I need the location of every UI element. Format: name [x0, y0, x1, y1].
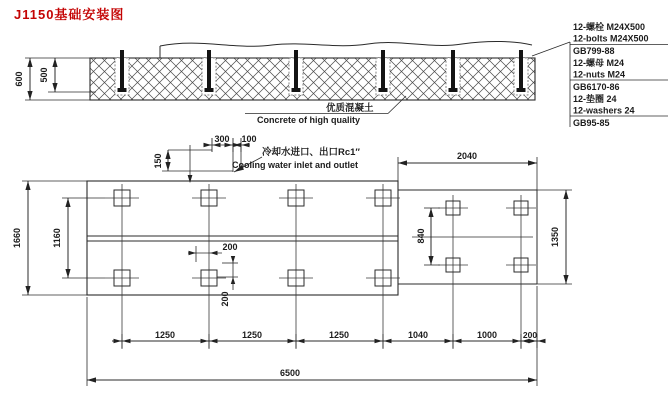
anchor-bolt — [446, 50, 460, 95]
dim-label-200-h: 200 — [222, 242, 238, 252]
anchor-bolt — [202, 50, 216, 95]
dim-label-1660: 1660 — [12, 227, 22, 249]
anchor-bolt — [514, 50, 528, 95]
parts-list-line: 12-nuts M24 — [573, 69, 626, 80]
anchor-bolt — [376, 50, 390, 95]
parts-list-line: GB799-88 — [573, 46, 615, 56]
machine-base-break-line — [160, 41, 532, 46]
chain-dim-label: 1250 — [154, 330, 176, 340]
chain-dim-label: 1000 — [476, 330, 498, 340]
dim-label-200-v: 200 — [220, 291, 230, 307]
dim-label-300: 300 — [214, 134, 230, 144]
parts-list — [532, 21, 668, 128]
parts-list-line: 12-螺栓 M24X500 — [573, 22, 646, 32]
dim-label-1350: 1350 — [550, 226, 560, 248]
concrete-label-en: Concrete of high quality — [257, 115, 361, 125]
cooling-label-cn: 冷却水进口、出口Rc1″ — [262, 147, 360, 158]
parts-list-line: GB95-85 — [573, 118, 610, 128]
dim-label-150: 150 — [153, 153, 163, 169]
dim-label-840: 840 — [416, 228, 426, 244]
cooling-label-en: Cooling water inlet and outlet — [232, 160, 358, 170]
parts-list-line: GB6170-86 — [573, 82, 620, 92]
chain-dim-label: 1250 — [241, 330, 263, 340]
chain-dim-label: 1250 — [328, 330, 350, 340]
plan-view — [12, 134, 572, 386]
cooling-water-callout — [232, 146, 360, 172]
anchor-bolts-plan-main — [105, 190, 400, 286]
parts-list-line: 12-washers 24 — [573, 105, 635, 116]
parts-list-line: 12-垫圈 24 — [573, 94, 617, 104]
section-dims — [14, 58, 96, 100]
drawing-title: J1150基础安装图 — [14, 7, 125, 22]
foundation-beam — [90, 58, 535, 100]
dim-label-1160: 1160 — [52, 228, 62, 248]
dim-label-100: 100 — [241, 134, 257, 144]
right-dims — [398, 151, 572, 284]
dim-label-500: 500 — [39, 67, 49, 83]
concrete-label-cn: 优质混凝土 — [326, 103, 374, 114]
chain-dim-label: 200 — [522, 330, 538, 340]
parts-list-line: 12-bolts M24X500 — [573, 33, 649, 44]
dim-label-2040: 2040 — [456, 151, 478, 161]
anchor-bolt — [115, 50, 129, 95]
chain-dim-label: 1040 — [407, 330, 429, 340]
left-dims — [12, 181, 105, 295]
mid-bolt-dims — [188, 242, 238, 307]
section-view — [14, 41, 535, 125]
parts-list-line: 12-螺母 M24 — [573, 58, 625, 68]
dim-label-600: 600 — [14, 71, 24, 87]
top-small-dims — [153, 134, 257, 183]
dim-label-6500: 6500 — [279, 368, 301, 378]
bottom-dim-chain — [112, 330, 546, 348]
bolt-center-lines — [122, 184, 521, 349]
anchor-bolt — [289, 50, 303, 95]
